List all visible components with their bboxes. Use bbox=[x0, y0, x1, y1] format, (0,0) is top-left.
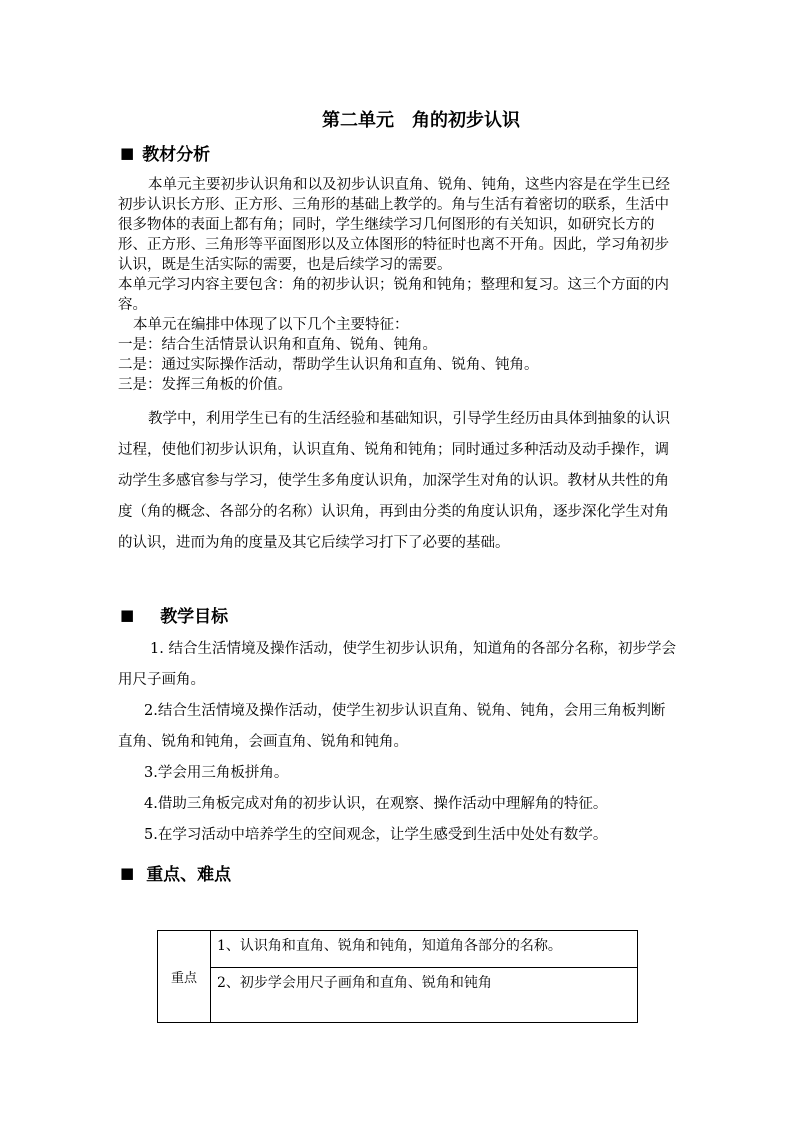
analysis-paragraph: 本单元在编排中体现了以下几个主要特征： bbox=[133, 317, 409, 333]
section-heading-goals bbox=[120, 602, 228, 627]
section-heading-analysis bbox=[120, 140, 210, 165]
keypoints-table bbox=[157, 930, 638, 1023]
square-bullet-icon: ■ bbox=[120, 605, 135, 624]
table-row bbox=[158, 968, 638, 1023]
goals-list bbox=[118, 634, 678, 851]
analysis-feature: 二是：通过实际操作活动，帮助学生认识角和直角、锐角、钝角。 bbox=[118, 357, 539, 373]
section-heading-text: 教学目标 bbox=[160, 607, 229, 627]
section-heading-text: 重点、难点 bbox=[146, 865, 232, 885]
analysis-feature: 三是：发挥三角板的价值。 bbox=[118, 377, 292, 393]
analysis-long-paragraph: 教学中，利用学生已有的生活经验和基础知识，引导学生经历由具体到抽象的认识过程，使他们初步认识角，认识直角、锐角和钝角；同时通过多种活动及动手操作，调动学生多感官参与学习，使学生多角度认识角，加深学生对角的认识。教材从共性的角度（角的概念、各部分的名称）认识角，再到由分类的角度认识角，逐步深化学生对角的认识，进而为角的度量及其它后续学习打下了必要的基础。 bbox=[118, 411, 670, 551]
goal-item: 2.结合生活情境及操作活动，使学生初步认识直角、锐角、钝角，会用三角板判断直角、锐角和钝角，会画直角、锐角和钝角。 bbox=[118, 703, 666, 750]
table-cell: 1、认识角和直角、锐角和钝角，知道角各部分的名称。 bbox=[211, 931, 638, 968]
table-row-label: 重点 bbox=[158, 931, 211, 1023]
goal-item: 1. 结合生活情境及操作活动，使学生初步认识角，知道角的各部分名称，初步学会用尺子画角。 bbox=[118, 641, 676, 688]
goal-item: 4.借助三角板完成对角的初步认识，在观察、操作活动中理解角的特征。 bbox=[144, 796, 608, 812]
square-bullet-icon: ■ bbox=[120, 143, 135, 162]
section-heading-text: 教材分析 bbox=[142, 145, 211, 165]
goal-item: 5.在学习活动中培养学生的空间观念，让学生感受到生活中处处有数学。 bbox=[144, 827, 608, 843]
analysis-block bbox=[118, 175, 678, 395]
analysis-paragraph: 本单元主要初步认识角和以及初步认识直角、锐角、钝角，这些内容是在学生已经初步认识长方形、正方形、三角形的基础上教学的。角与生活有着密切的联系，生活中很多物体的表面上都有角；同时，学生继续学习几何图形的有关知识，如研究长方的形、正方形、三角形等平面图形以及立体图形的特征时也离不开角。因此，学习角初步认识，既是生活实际的需要，也是后续学习的需要。 bbox=[118, 177, 670, 273]
analysis-feature: 一是：结合生活情景认识角和直角、锐角、钝角。 bbox=[118, 337, 437, 353]
section-heading-keypoints bbox=[120, 860, 231, 885]
table-row bbox=[158, 931, 638, 968]
document-title: 第二单元 角的初步认识 bbox=[322, 110, 520, 131]
square-bullet-icon: ■ bbox=[120, 863, 135, 882]
table-cell: 2、初步学会用尺子画角和直角、锐角和钝角 bbox=[211, 968, 638, 1023]
goal-item: 3.学会用三角板拼角。 bbox=[144, 765, 289, 781]
analysis-paragraph: 本单元学习内容主要包含：角的初步认识；锐角和钝角；整理和复习。这三个方面的内容。 bbox=[118, 277, 669, 313]
